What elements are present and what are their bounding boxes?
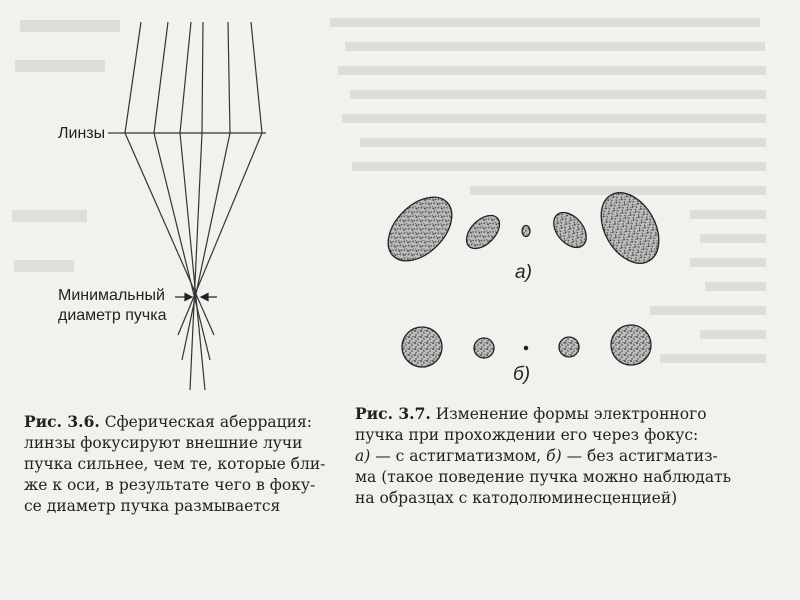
beam-spot-b3: [524, 346, 527, 349]
beam-spot-a1: [376, 185, 464, 273]
figure-3-7-caption: Рис. 3.7. Изменение формы электронного пучка при прохождении его через фокус: а) — с астигматизмом, б) — без астигматиз- ма (такое поведение пучка можно наблюдать на образцах с катодолюминесценцией): [355, 404, 732, 507]
caption-number: Рис. 3.7.: [355, 404, 431, 423]
beam-spot-b1: [402, 327, 442, 367]
min-diameter-label-line1: Минимальный: [58, 287, 165, 304]
beam-spot-b2: [474, 338, 494, 358]
min-diameter-label-line2: диаметр пучка: [58, 307, 167, 324]
figure-3-6-caption: Рис. 3.6. Сферическая аберрация: линзы фокусируют внешние лучи пучка сильнее, чем те, которые бли- же к оси, в результате чего в фоку- се диаметр пучка размывается: [24, 412, 326, 515]
beam-spot-a3: [522, 226, 530, 237]
beam-spot-a4: [547, 206, 593, 253]
beam-spot-a5: [589, 183, 670, 274]
caption-number: Рис. 3.6.: [24, 412, 100, 431]
beam-spot-b4: [559, 337, 579, 357]
row-a-label: а): [515, 262, 532, 283]
row-b-label: б): [513, 364, 531, 385]
beam-spot-a2: [460, 209, 505, 254]
beam-spot-b5: [611, 325, 651, 365]
lens-label: Линзы: [58, 125, 106, 142]
